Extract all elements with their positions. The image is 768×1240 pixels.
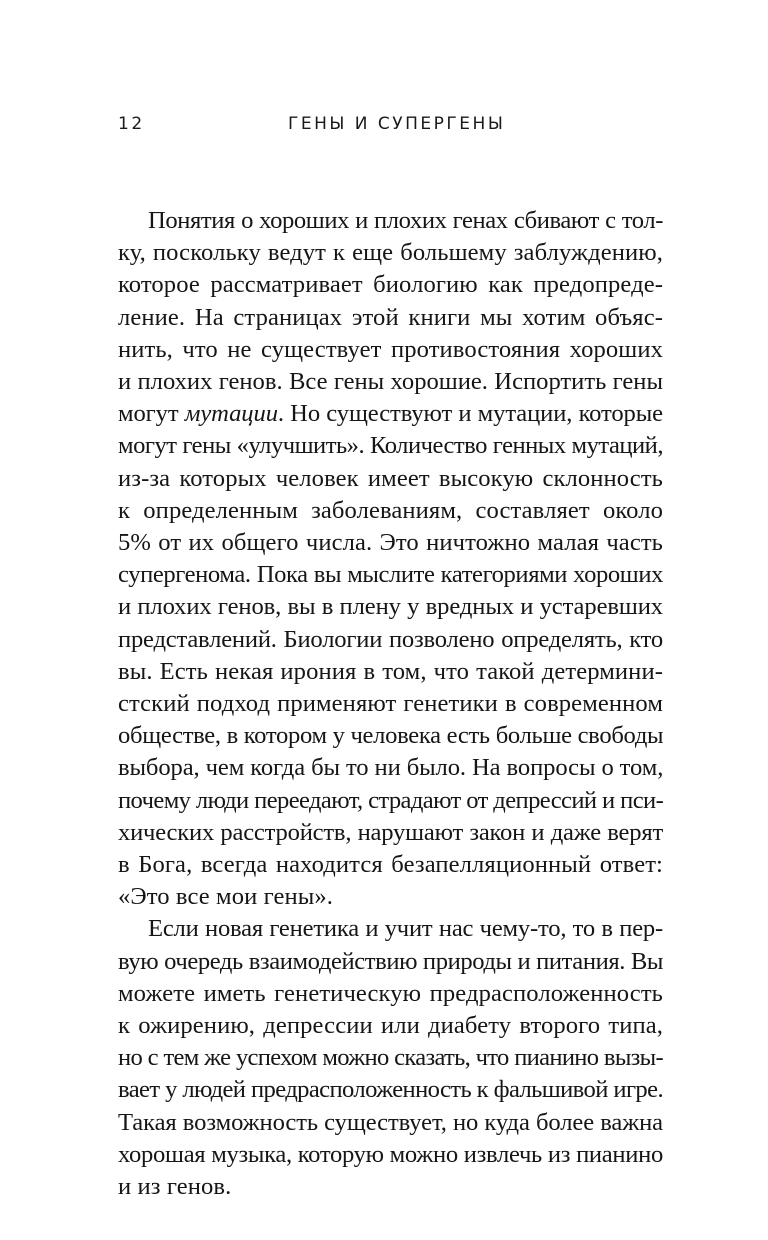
body-text bbox=[118, 205, 663, 1203]
text-line: Если новая генетика и учит нас чему-то, то в пер- bbox=[148, 915, 663, 943]
text-line: нить, что не существует противостояния хороших bbox=[118, 335, 663, 363]
text-line: Понятия о хороших и плохих генах сбивают с тол- bbox=[148, 207, 663, 234]
text-line: 5% от их общего числа. Это ничтожно малая часть bbox=[118, 529, 663, 557]
text-line: и плохих генов. Все гены хорошие. Испортить гены bbox=[118, 368, 663, 396]
text-line: супергенома. Пока вы мыслите категориями хороших bbox=[118, 561, 663, 589]
text-fragment: . Но существуют и мутации, которые bbox=[277, 400, 663, 428]
text-line: но с тем же успехом можно сказать, что пианино вызы- bbox=[118, 1044, 663, 1072]
text-line: из-за которых человек имеет высокую склонность bbox=[118, 464, 663, 492]
paragraph bbox=[118, 205, 663, 913]
text-line: обществе, в котором у человека есть больше свободы bbox=[118, 722, 664, 750]
text-line: которое рассматривает биологию как предопреде- bbox=[118, 271, 663, 299]
text-line: в Бога, всегда находится безапелляционный ответ: bbox=[118, 851, 663, 879]
text-line: стский подход применяют генетики в современном bbox=[118, 690, 663, 718]
page-number: 12 bbox=[118, 114, 145, 134]
text-line: выбора, чем когда бы то ни было. На вопросы о том, bbox=[118, 754, 664, 782]
text-line: к определенным заболеваниям, составляет около bbox=[118, 496, 663, 524]
text-line: могут гены «улучшить». Количество генных мутаций, bbox=[118, 432, 663, 460]
text-line: и из генов. bbox=[118, 1173, 232, 1201]
text-line: к ожирению, депрессии или диабету второго типа, bbox=[118, 1012, 663, 1040]
italic-term: мутации bbox=[184, 400, 278, 428]
text-line: «Это все мои гены». bbox=[118, 883, 334, 911]
text-line: и плохих генов, вы в плену у вредных и устаревших bbox=[118, 593, 663, 621]
text-line: хических расстройств, нарушают закон и даже верят bbox=[118, 818, 663, 846]
text-line: вает у людей предрасположенность к фальшивой игре. bbox=[118, 1076, 663, 1104]
text-line: хорошая музыка, которую можно извлечь из пианино bbox=[118, 1140, 663, 1168]
text-line: ку, поскольку ведут к еще большему заблуждению, bbox=[118, 239, 663, 267]
text-line: можете иметь генетическую предрасположенность bbox=[118, 979, 663, 1007]
paragraph bbox=[118, 913, 663, 1203]
text-line: представлений. Биологии позволено определять, кто bbox=[118, 625, 663, 653]
text-line: вы. Есть некая ирония в том, что такой детермини- bbox=[118, 657, 663, 685]
text-line: Такая возможность существует, но куда более важна bbox=[118, 1108, 663, 1136]
text-line bbox=[118, 398, 663, 430]
text-line: вую очередь взаимодействию природы и питания. Вы bbox=[118, 947, 663, 975]
text-fragment: могут bbox=[118, 400, 185, 428]
running-title: ГЕНЫ И СУПЕРГЕНЫ bbox=[288, 114, 506, 134]
text-line: ление. На страницах этой книги мы хотим объяс- bbox=[118, 303, 663, 331]
running-head bbox=[118, 114, 658, 144]
text-line: почему люди переедают, страдают от депрессий и пси- bbox=[118, 786, 664, 814]
